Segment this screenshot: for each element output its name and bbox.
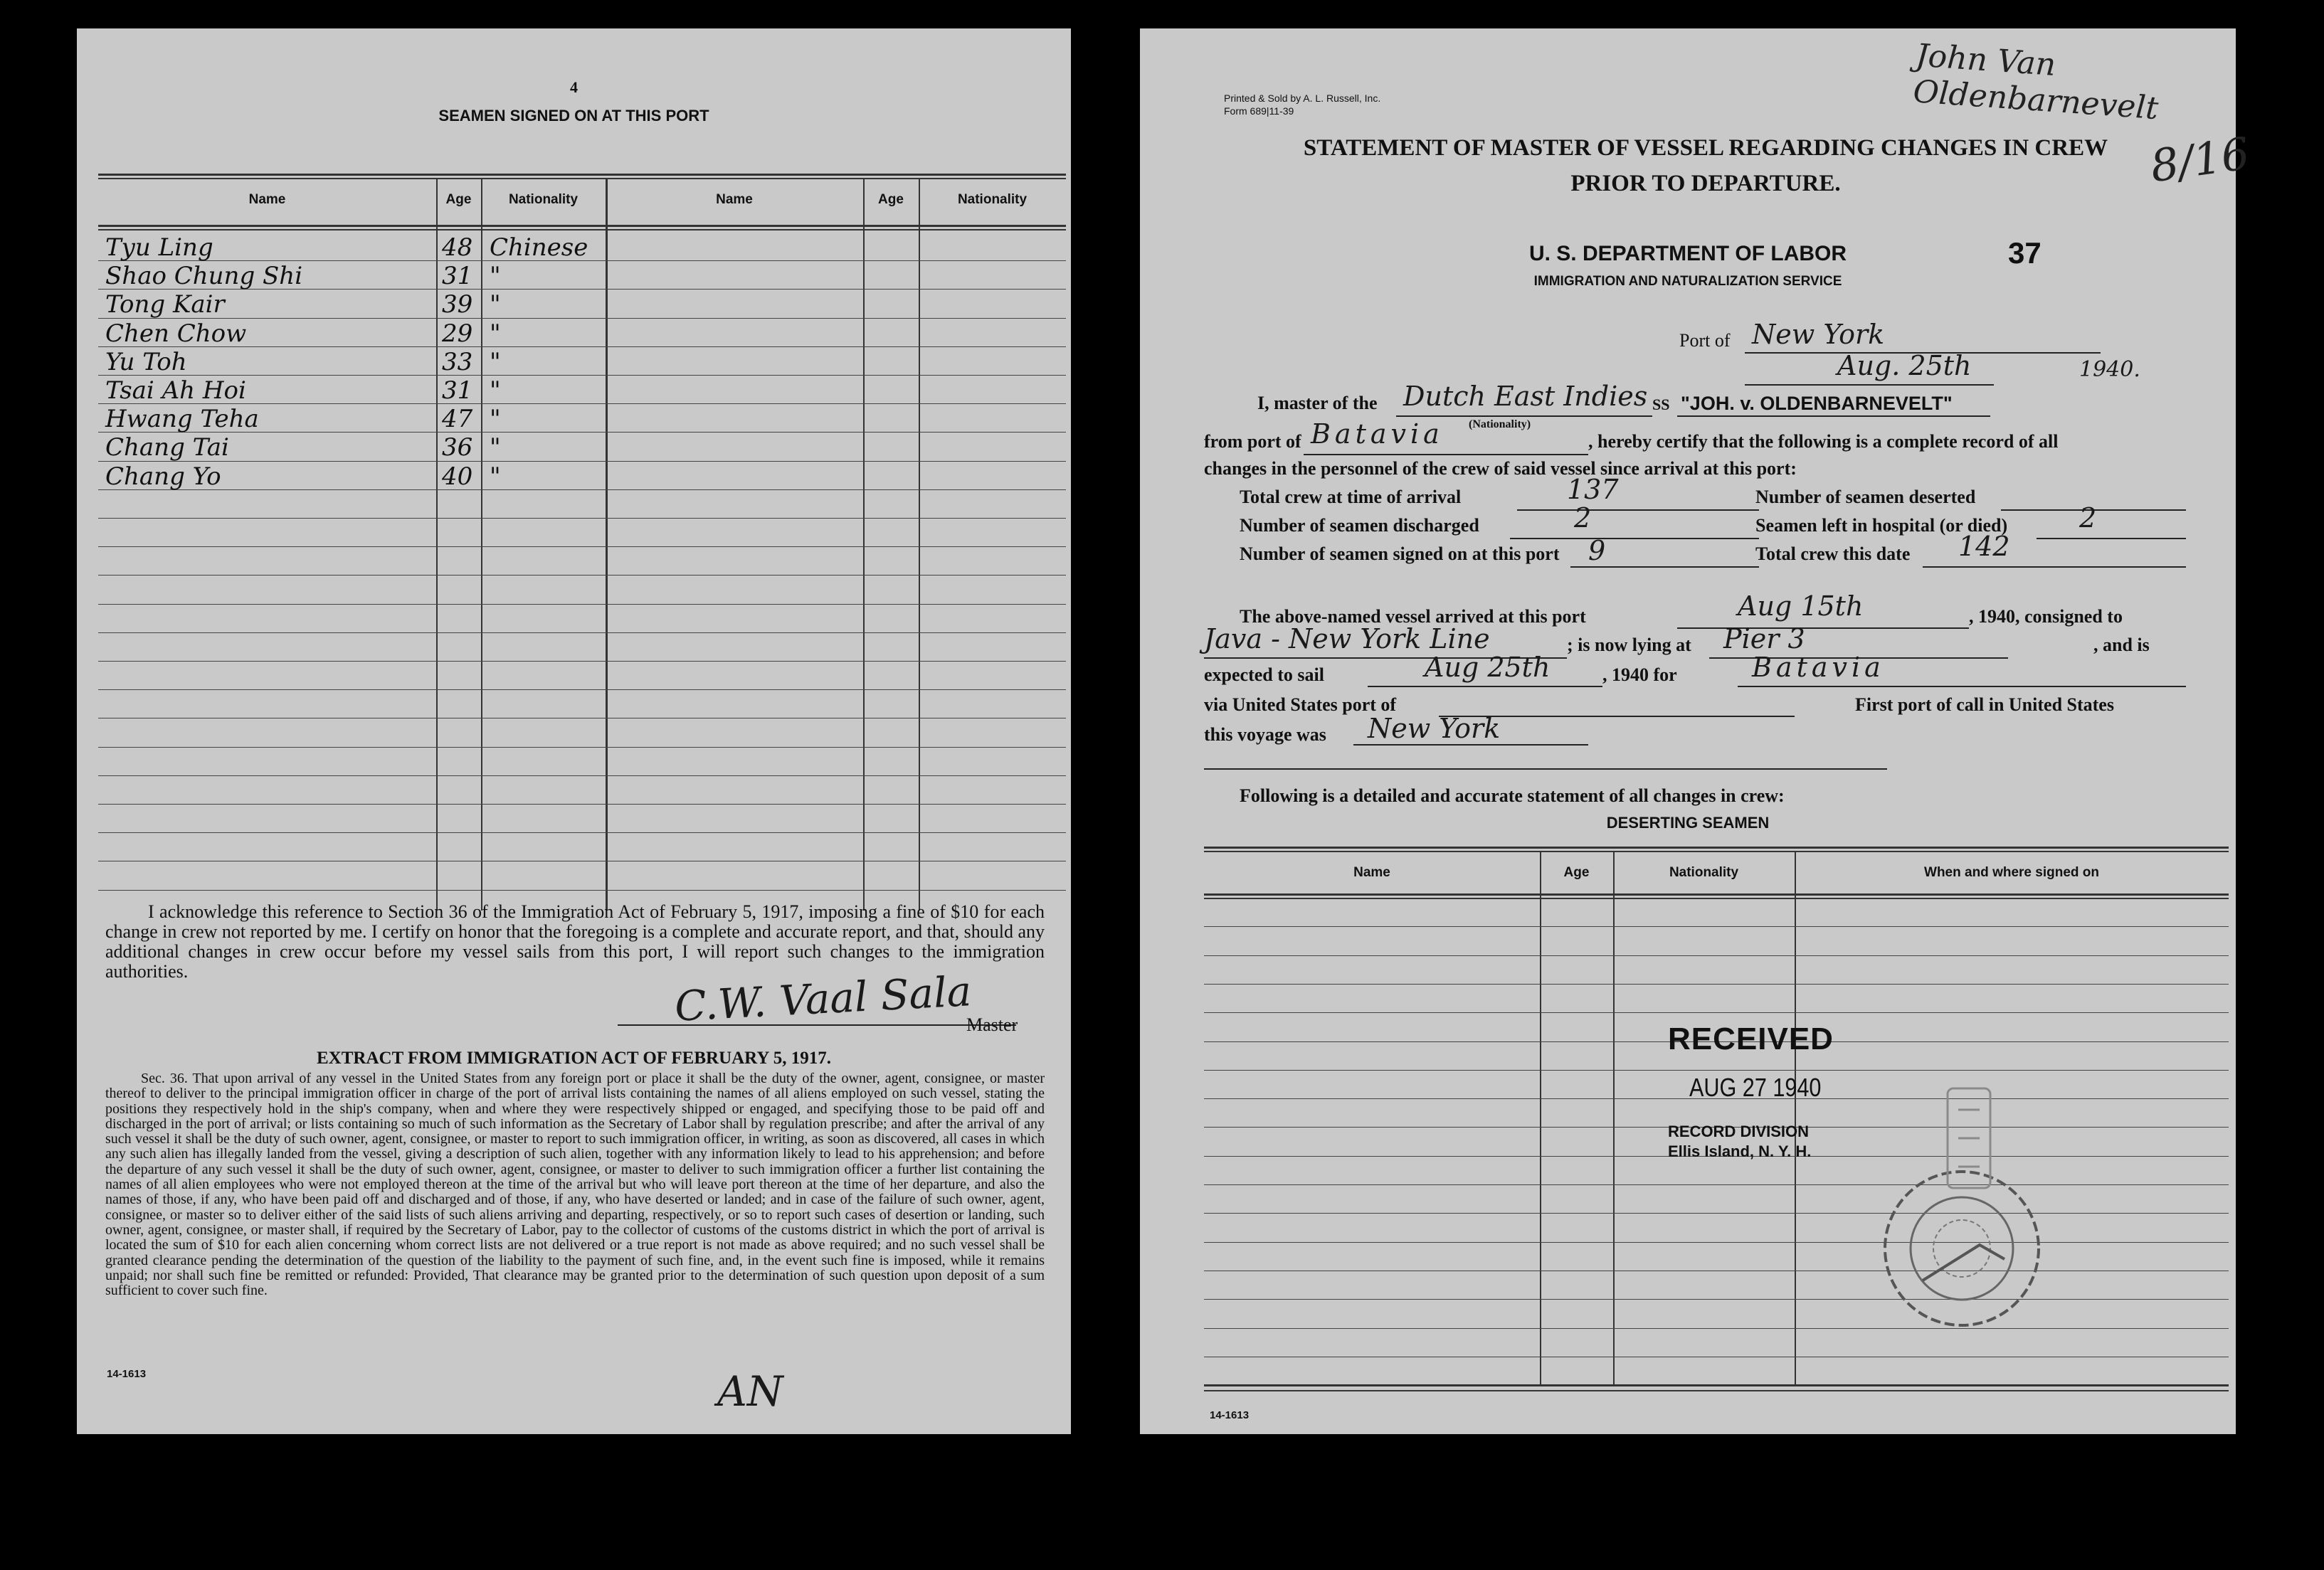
form-title-line2: PRIOR TO DEPARTURE. xyxy=(1570,171,1841,196)
deserted-label: Number of seamen deserted xyxy=(1755,487,1976,507)
table-row-line xyxy=(1204,984,2229,985)
crew-nationality: " xyxy=(490,462,501,491)
table-row-line xyxy=(98,375,1066,376)
crew-nationality: " xyxy=(490,433,501,462)
for-value: Batavia xyxy=(1752,652,1885,683)
signed-on-label: Number of seamen signed on at this port xyxy=(1240,543,1560,564)
table-row-line xyxy=(1204,1299,2229,1300)
following-text: Following is a detailed and accurate statement of all changes in crew: xyxy=(1240,785,1785,806)
ss-label: SS xyxy=(1652,396,1670,413)
table-row-line xyxy=(98,804,1066,805)
desert-column-header: Nationality xyxy=(1669,865,1739,880)
crew-nationality: " xyxy=(490,405,501,434)
arrived-label: The above-named vessel arrived at this port xyxy=(1240,606,1586,627)
and-is-label: , and is xyxy=(2093,635,2150,655)
crew-nationality: " xyxy=(490,290,501,319)
table-row-line xyxy=(98,832,1066,833)
table-row-line xyxy=(98,575,1066,576)
table-row-line xyxy=(98,632,1066,633)
table-row-line xyxy=(98,661,1066,662)
crew-name: Chen Chow xyxy=(105,319,247,348)
form-title: STATEMENT OF MASTER OF VESSEL REGARDING CHANGES IN CREW xyxy=(1303,135,2108,161)
initials: AN xyxy=(717,1367,783,1416)
certify-text: , hereby certify that the following is a complete record of all xyxy=(1588,431,2059,452)
sheet-number: 37 xyxy=(2008,236,2042,270)
arrived-value: Aug 15th xyxy=(1738,590,1864,622)
discharged-label: Number of seamen discharged xyxy=(1240,515,1479,536)
crew-age: 33 xyxy=(442,347,473,376)
section-title: SEAMEN SIGNED ON AT THIS PORT xyxy=(438,107,709,124)
service-name: IMMIGRATION AND NATURALIZATION SERVICE xyxy=(1533,274,1842,289)
crew-name: Chang Yo xyxy=(105,462,221,491)
crew-age: 31 xyxy=(442,262,473,291)
crew-name: Tsai Ah Hoi xyxy=(105,376,246,405)
crew-name: Chang Tai xyxy=(105,433,229,462)
consignee-value: Java - New York Line xyxy=(1204,623,1490,654)
column-header: Name xyxy=(716,192,753,207)
crew-age: 36 xyxy=(442,433,473,462)
acknowledgement-text: I acknowledge this reference to Section 36 of the Immigration Act of February 5, 1917, imposing a fine of $10 for each change in crew not reported by me. I certify on honor that the foregoing is a complete and accurate report, and that, should any additional changes in crew occur before my vessel sails from this port, I will report such changes to the immigration authorities. xyxy=(105,901,1045,982)
from-port-value: Batavia xyxy=(1311,418,1444,450)
date-year: 1940. xyxy=(2079,357,2140,382)
signed-on-value: 9 xyxy=(1588,535,1606,566)
table-row-line xyxy=(1204,1213,2229,1214)
master-of-label: I, master of the xyxy=(1257,393,1378,413)
from-port-label: from port of xyxy=(1204,431,1301,452)
extract-text: Sec. 36. That upon arrival of any vessel in the United States from any foreign port or place it shall be the duty of the owner, agent, consignee, or master thereof to deliver to the principal immigration officer in charge of the port of arrival lists containing the names of all aliens employed on such vessel, stating the positions they respectively hold in the ship's company, when and where they were respectively shipped or engaged, and specifying those to be paid off and discharged in the port of arrival; or lists containing so much of such information as the Secretary of Labor shall by regulation prescribe; and after the arrival of any such vessel it shall be the duty of such owner, agent, consignee, or master to report to such immigration officer, in writing, as soon as discovered, all cases in which any such alien has illegally landed from the vessel, giving a description of such alien, together with any information likely to lead to his apprehension; and before the departure of any such vessel it shall be the duty of such owner, agent, consignee, or master to deliver to such immigration officer a further list containing the names of all alien employees who were not employed thereon at the time of the arrival but who will leave port thereon at the time of her departure, and also the names of those, if any, who have been paid off and discharged and of those, if any, who have deserted or landed; and in case of the failure of such owner, agent, consignee, or master so to deliver either of the said lists of such aliens arriving and departing, respectively, or so to report such cases of desertion or landing, such owner, agent, consignee, or master shall, if required by the Secretary of Labor, pay to the collector of customs of the customs district in which the port of arrival is located the sum of $10 for each alien concerning whom correct lists are not delivered or a true report is not made as above required; and no such vessel shall be granted clearance pending the determination of the question of the liability to the payment of such fine, and, in the event such fine is imposed, while it remains unpaid; nor shall such fine be remitted or refunded: Provided, That clearance may be granted prior to the determination of such question upon deposit of a sum sufficient to cover such fine. xyxy=(105,1071,1045,1299)
master-label: Master xyxy=(966,1014,1018,1035)
voyage-label: this voyage was xyxy=(1204,724,1326,745)
table-row-line xyxy=(1204,1070,2229,1071)
table-row-line xyxy=(98,689,1066,690)
port-value: New York xyxy=(1752,319,1885,350)
consigned-label: , 1940, consigned to xyxy=(1969,606,2123,627)
desert-column-header: Age xyxy=(1563,865,1590,880)
column-header: Age xyxy=(445,192,472,207)
crew-name: Hwang Teha xyxy=(105,405,259,434)
crew-age: 29 xyxy=(442,319,473,348)
crew-age: 47 xyxy=(442,405,473,434)
record-division: RECORD DIVISION xyxy=(1668,1123,1810,1140)
nationality-caption: (Nationality) xyxy=(1469,418,1531,430)
crew-name: Shao Chung Shi xyxy=(105,262,303,291)
crew-nationality: Chinese xyxy=(490,233,588,262)
table-row-line xyxy=(1204,1012,2229,1013)
form-code: 14-1613 xyxy=(1210,1409,1250,1421)
printer-line: Printed & Sold by A. L. Russell, Inc. xyxy=(1224,92,1381,104)
total-crew-arrival-value: 137 xyxy=(1567,474,1619,505)
crew-age: 39 xyxy=(442,290,473,319)
hospital-label: Seamen left in hospital (or died) xyxy=(1755,515,2008,536)
form-code: 14-1613 xyxy=(107,1368,147,1380)
port-label: Port of xyxy=(1679,330,1731,351)
crew-nationality: " xyxy=(490,347,501,376)
lying-value: Pier 3 xyxy=(1723,623,1805,654)
crew-table xyxy=(98,148,1066,915)
table-row-line xyxy=(1204,926,2229,927)
table-row-line xyxy=(98,546,1066,547)
desert-column-header: Name xyxy=(1353,865,1390,880)
via-label: via United States port of xyxy=(1204,694,1397,715)
faded-stamp xyxy=(1937,1081,2001,1195)
crew-name: Yu Toh xyxy=(105,347,187,376)
ellis-island: Ellis Island, N. Y. H. xyxy=(1668,1142,1812,1160)
handwritten-corner-note: John Van Oldenbarnevelt xyxy=(1911,37,2160,127)
table-row-line xyxy=(98,489,1066,490)
expected-label: expected to sail xyxy=(1204,664,1324,685)
expected-value: Aug 25th xyxy=(1425,652,1551,683)
table-row-line xyxy=(1204,955,2229,956)
nationality-value: Dutch East Indies xyxy=(1403,381,1648,412)
column-header: Age xyxy=(878,192,904,207)
desert-column-header: When and where signed on xyxy=(1924,865,2099,880)
lying-label: ; is now lying at xyxy=(1567,635,1691,655)
page-number: 4 xyxy=(570,78,578,96)
received-date: AUG 27 1940 xyxy=(1689,1073,1822,1102)
table-row-line xyxy=(98,775,1066,776)
crew-nationality: " xyxy=(490,376,501,405)
total-crew-date-value: 142 xyxy=(1958,531,2010,562)
crew-name: Tong Kair xyxy=(105,290,225,319)
table-row-line xyxy=(98,461,1066,462)
right-page xyxy=(1140,28,2253,1434)
total-crew-arrival-label: Total crew at time of arrival xyxy=(1240,487,1462,507)
table-row-line xyxy=(98,518,1066,519)
table-row-line xyxy=(98,747,1066,748)
column-header: Nationality xyxy=(508,192,579,207)
received-stamp: RECEIVED xyxy=(1668,1022,1834,1056)
crew-name: Tyu Ling xyxy=(105,233,213,262)
table-row-line xyxy=(98,890,1066,891)
crew-age: 31 xyxy=(442,376,473,405)
crew-nationality: " xyxy=(490,262,501,291)
total-crew-date-label: Total crew this date xyxy=(1755,543,1911,564)
discharged-value: 2 xyxy=(1574,502,1592,534)
column-header: Nationality xyxy=(957,192,1028,207)
left-page xyxy=(77,28,1071,1434)
first-port-label: First port of call in United States xyxy=(1855,694,2114,715)
crew-age: 40 xyxy=(442,462,473,491)
certify-text-2: changes in the personnel of the crew of said vessel since arrival at this port: xyxy=(1204,458,1797,479)
handwritten-number: 8/16 xyxy=(2147,127,2253,193)
crew-age: 48 xyxy=(442,233,473,262)
table-row-line xyxy=(98,604,1066,605)
date-value: Aug. 25th xyxy=(1837,350,1972,381)
extract-title: EXTRACT FROM IMMIGRATION ACT OF FEBRUARY 5, 1917. xyxy=(317,1049,831,1068)
crew-nationality: " xyxy=(490,319,501,348)
table-row-line xyxy=(98,318,1066,319)
department-name: U. S. DEPARTMENT OF LABOR xyxy=(1528,242,1847,265)
master-signature: C.W. Vaal Sala xyxy=(673,967,973,1031)
table-row-line xyxy=(1204,1184,2229,1185)
hospital-value: 2 xyxy=(2079,502,2097,534)
for-label: , 1940 for xyxy=(1602,664,1677,685)
form-number: Form 689|11-39 xyxy=(1224,105,1294,117)
column-header: Name xyxy=(248,192,286,207)
voyage-value: New York xyxy=(1368,713,1501,744)
vessel-name: "JOH. v. OLDENBARNEVELT" xyxy=(1681,393,1953,414)
deserting-title: DESERTING SEAMEN xyxy=(1606,814,1770,832)
table-row-line xyxy=(1204,1328,2229,1329)
table-row-line xyxy=(1204,1242,2229,1243)
